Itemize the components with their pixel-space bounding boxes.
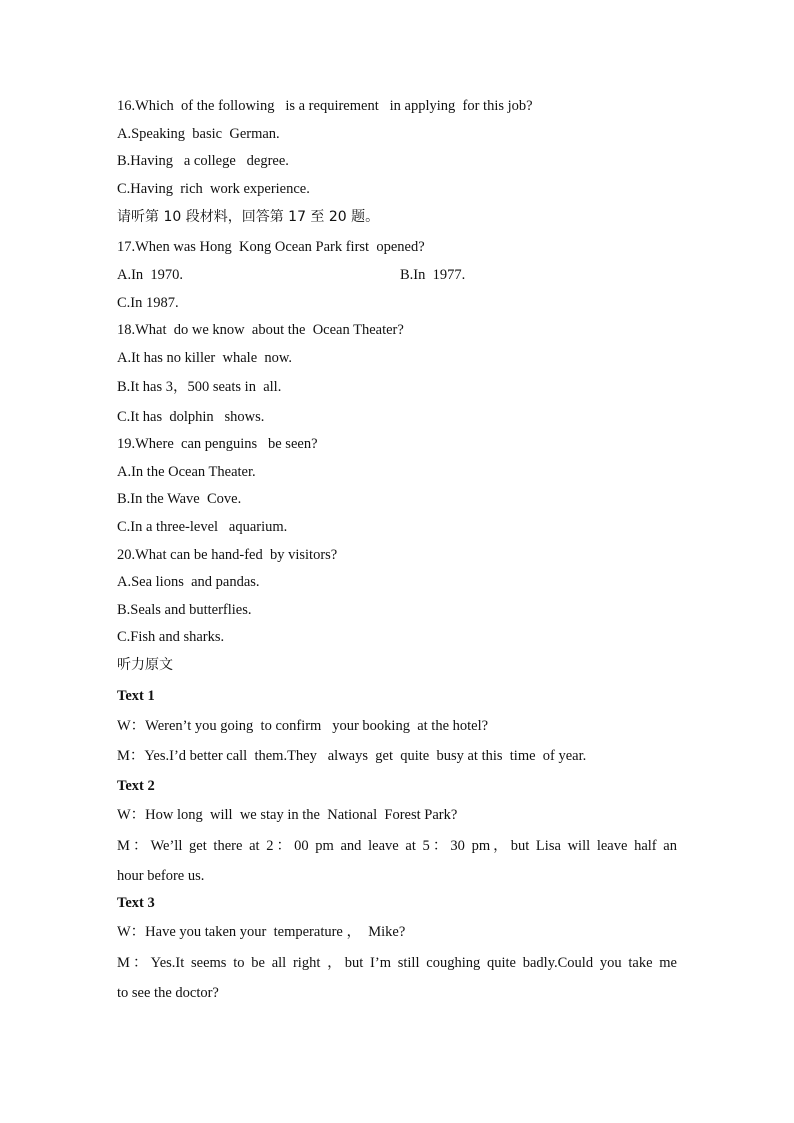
question-16-option-b: B.Having a college degree. bbox=[117, 153, 289, 169]
question-20-option-c: C.Fish and sharks. bbox=[117, 629, 225, 645]
text-3-line-3: to see the doctor? bbox=[117, 985, 219, 1001]
text-2-heading: Text 2 bbox=[117, 778, 155, 794]
question-18-option-a: A.It has no killer whale now. bbox=[117, 350, 293, 366]
text-2-line-2: M：We’ll get there at 2：00 pm and leave at 5：30 pm，but Lisa will leave half an bbox=[117, 838, 677, 854]
text-2-line-3: hour before us. bbox=[117, 868, 205, 884]
text-1-heading: Text 1 bbox=[117, 688, 155, 704]
question-19-option-b: B.In the Wave Cove. bbox=[117, 491, 242, 507]
question-17: 17.When was Hong Kong Ocean Park first opened? bbox=[117, 239, 425, 255]
question-19: 19.Where can penguins be seen? bbox=[117, 436, 318, 452]
text-3-heading: Text 3 bbox=[117, 895, 155, 911]
question-17-option-a: A.In 1970. bbox=[117, 267, 184, 283]
text-1-line-2: M：Yes.I’d better call them.They always get quite busy at this time of year. bbox=[117, 748, 587, 764]
question-20-option-a: A.Sea lions and pandas. bbox=[117, 574, 260, 590]
text-1-line-1: W：Weren’t you going to confirm your booking at the hotel? bbox=[117, 718, 489, 734]
text-3-line-2: M：Yes.It seems to be all right ，but I’m still coughing quite badly.Could you take me bbox=[117, 955, 677, 971]
text-3-line-1: W：Have you taken your temperature ， Mike? bbox=[117, 924, 406, 940]
question-18: 18.What do we know about the Ocean Theater? bbox=[117, 322, 404, 338]
question-19-option-c: C.In a three-level aquarium. bbox=[117, 519, 288, 535]
question-20: 20.What can be hand-fed by visitors? bbox=[117, 547, 338, 563]
question-18-option-c: C.It has dolphin shows. bbox=[117, 409, 265, 425]
question-16-option-c: C.Having rich work experience. bbox=[117, 181, 310, 197]
question-17-option-c: C.In 1987. bbox=[117, 295, 179, 311]
transcript-title: 听力原文 bbox=[117, 657, 173, 673]
question-20-option-b: B.Seals and butterflies. bbox=[117, 602, 252, 618]
question-19-option-a: A.In the Ocean Theater. bbox=[117, 464, 256, 480]
section-instruction: 请听第 10 段材料，回答第 17 至 20 题。 bbox=[117, 209, 380, 225]
text-2-line-1: W：How long will we stay in the National Forest Park? bbox=[117, 807, 458, 823]
question-18-option-b: B.It has 3，500 seats in all. bbox=[117, 379, 282, 395]
question-16: 16.Which of the following is a requirement in applying for this job? bbox=[117, 98, 533, 114]
question-17-option-b: B.In 1977. bbox=[400, 267, 466, 283]
question-16-option-a: A.Speaking basic German. bbox=[117, 126, 280, 142]
